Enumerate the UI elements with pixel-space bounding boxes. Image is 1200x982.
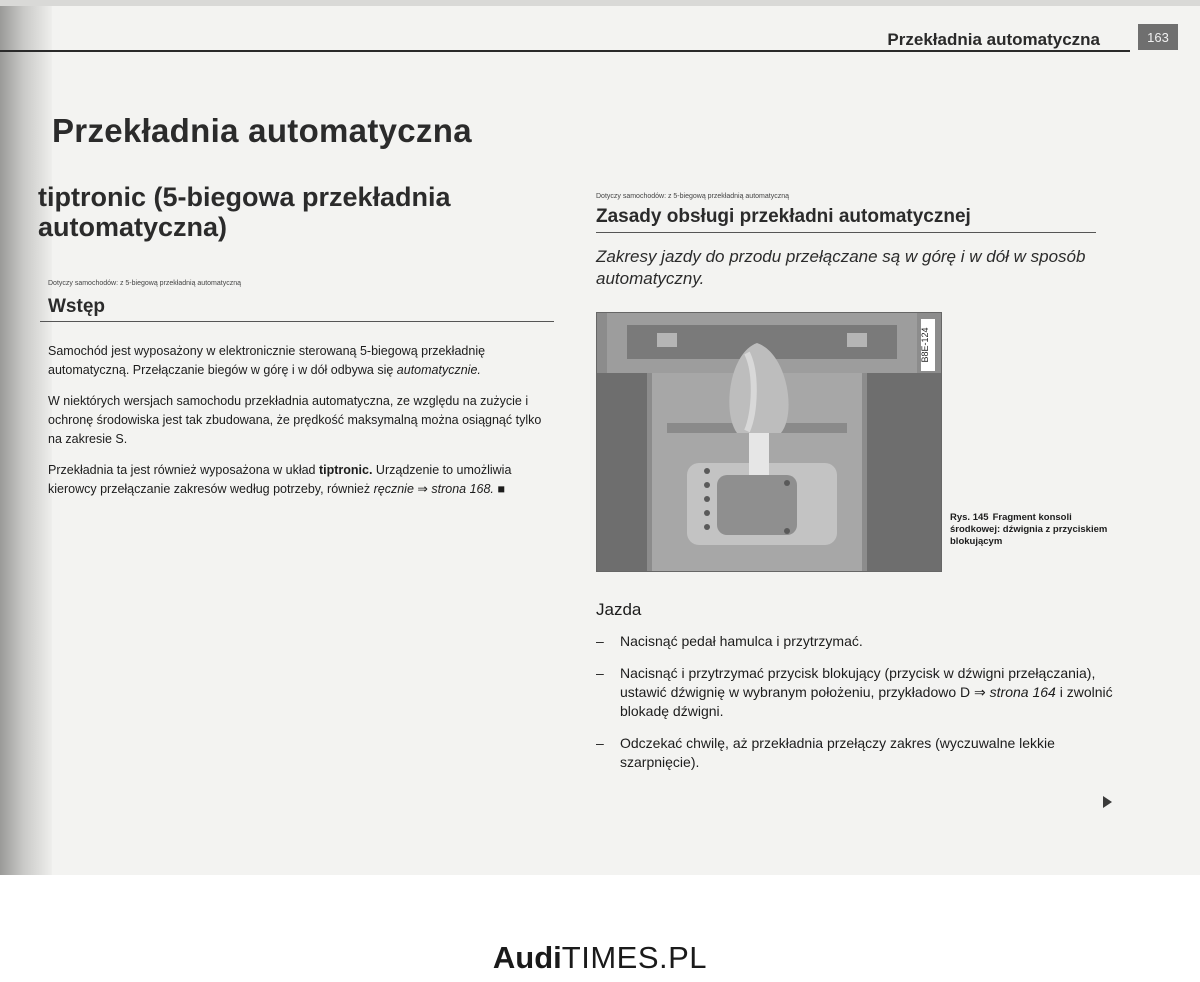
applies-to-note: Dotyczy samochodów: z 5-biegową przekładnią automatyczną — [48, 280, 241, 287]
lead-text: Zakresy jazdy do przodu przełączane są w górę i w dół w sposób automatyczny. — [596, 247, 1086, 288]
running-header: Przekładnia automatyczna — [887, 30, 1100, 49]
paragraph: Przekładnia ta jest również wyposażona w układ tiptronic. Urządzenie to umożliwia kierowcy przełączanie zakresów według potrzeby, również ręcznie ⇒ strona 168. ■ — [48, 463, 512, 496]
paragraph: Samochód jest wyposażony w elektronicznie sterowaną 5-biegową przekładnię automatyczną. Przełączanie biegów w górę i w dół odbywa się automatycznie. — [48, 344, 486, 377]
gear-lever-illustration — [597, 313, 941, 571]
chapter-title: Przekładnia automatyczna — [52, 112, 472, 149]
driving-steps-list — [596, 632, 1116, 785]
cross-reference: ⇒ strona 164 — [974, 684, 1056, 700]
applies-to-note: Dotyczy samochodów: z 5-biegową przekładnią automatyczną — [596, 193, 789, 200]
paragraph: W niektórych wersjach samochodu przekładnia automatyczna, ze względu na zużycie i ochronę środowiska jest tak zbudowana, że prędkość maksymalną można osiągnąć tylko na zakresie S. — [48, 394, 542, 446]
figure-code: B8E-124 — [920, 327, 930, 363]
list-item: – Odczekać chwilę, aż przekładnia przełączy zakres (wyczuwalne lekkie szarpnięcie). — [596, 735, 1055, 770]
book-spine-shadow — [0, 0, 52, 875]
subheading-jazda: Jazda — [596, 600, 642, 619]
subheading-zasady: Zasady obsługi przekładni automatycznej — [596, 206, 971, 227]
page-number: 163 — [1138, 24, 1178, 50]
list-item: – Nacisnąć pedał hamulca i przytrzymać. — [596, 633, 863, 649]
subheading-rule — [40, 321, 554, 322]
subheading-wstep: Wstęp — [48, 296, 105, 317]
section-title: tiptronic (5-biegowa przekładnia automatyczna) — [38, 182, 451, 242]
top-edge-shadow — [0, 0, 1200, 6]
subheading-rule — [596, 232, 1096, 233]
black-square-icon: ■ — [497, 482, 505, 496]
figure-caption: Rys. 145 Fragment konsoli środkowej: dźwignia z przyciskiem blokującym — [950, 512, 1108, 547]
list-item: – Nacisnąć i przytrzymać przycisk blokujący (przycisk w dźwigni przełączania), ustawić dźwignię w wybranym położeniu, przykładowo D ⇒ strona 164 i zwolnić blokadę dźwigni. — [596, 665, 1113, 719]
site-watermark: AudiTIMES.PL — [492, 940, 708, 975]
gear-lever-photo — [596, 312, 942, 572]
triangle-right-icon — [1103, 796, 1112, 808]
cross-reference: ręcznie ⇒ strona 168. — [373, 482, 494, 496]
intro-text — [48, 342, 548, 511]
header-rule — [0, 50, 1130, 52]
